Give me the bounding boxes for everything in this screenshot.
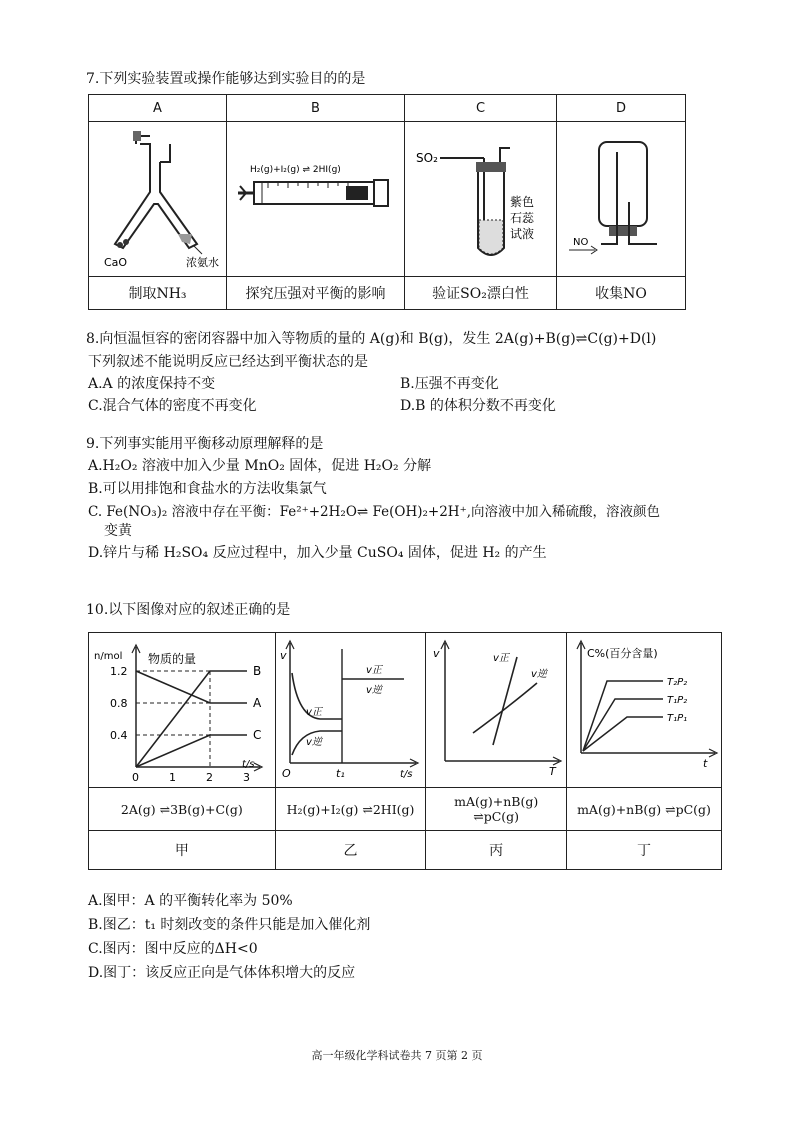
- q9-stem: 9.下列事实能用平衡移动原理解释的是: [86, 436, 324, 452]
- q7-apparatus-table: [88, 94, 686, 310]
- q8-stem-1: 8.向恒温恒容的密闭容器中加入等物质的量的 A(g)和 B(g)，发生 2A(g)+B(g)⇌C(g)+D(l): [86, 331, 657, 347]
- q10-graph-table: [88, 632, 722, 870]
- q10-label-yi: 乙: [275, 831, 426, 870]
- jia-xtick-label: 1: [168, 771, 176, 783]
- ding-curve-3: [583, 717, 663, 751]
- q10-equation-ding: mA(g)+nB(g) ⇌pC(g): [567, 788, 722, 831]
- c-liquid-label-2: 石蕊: [509, 211, 534, 225]
- jia-xlabel: t/s: [241, 759, 255, 770]
- q10-equation-jia: 2A(g) ⇌3B(g)+C(g): [89, 788, 276, 831]
- q10-label-bing: 丙: [426, 831, 567, 870]
- q8-option-c: C.混合气体的密度不再变化: [88, 398, 257, 414]
- q7-header-c: C: [405, 95, 557, 122]
- yi-origin: O: [282, 767, 292, 780]
- jia-ytick-label: 0.8: [109, 697, 128, 710]
- graph-yi: [275, 633, 426, 788]
- graph-bing-chart: [427, 633, 565, 783]
- bing-ylabel: v: [433, 647, 440, 660]
- q9-option-c-cont: 变黄: [104, 523, 132, 539]
- syringe-icon: [228, 122, 404, 272]
- q10-equation-bing-line2: ⇌pC(g): [473, 809, 520, 824]
- graph-jia-chart: [90, 633, 274, 783]
- q7-header-b: B: [227, 95, 405, 122]
- q8-option-b: B.压强不再变化: [400, 376, 499, 392]
- graph-ding: [567, 633, 722, 788]
- yi-lower-label-1: v正: [306, 707, 323, 718]
- q10-label-ding: 丁: [567, 831, 722, 870]
- b-equation: H₂(g)+I₂(g) ⇌ 2HI(g): [249, 165, 341, 175]
- q7-stem: 7.下列实验装置或操作能够达到实验目的的是: [86, 71, 366, 87]
- jia-title: 物质的量: [147, 652, 196, 666]
- y-tube-icon: [90, 122, 226, 272]
- yi-ylabel: v: [280, 649, 287, 662]
- q7-header-a: A: [89, 95, 227, 122]
- apparatus-c: [405, 122, 557, 277]
- apparatus-d: [557, 122, 686, 277]
- q10-label-jia: 甲: [89, 831, 276, 870]
- ding-curve-label-2: T₁P₂: [667, 695, 688, 706]
- ding-curve-1: [583, 681, 663, 751]
- ding-curve-label-3: T₁P₁: [667, 713, 688, 724]
- q10-option-a: A.图甲：A 的平衡转化率为 50%: [88, 893, 293, 909]
- yi-lower-label-2: v逆: [306, 737, 323, 748]
- q7-caption-a: 制取NH₃: [89, 277, 227, 310]
- ding-curve-2: [583, 699, 663, 751]
- bing-vreverse-curve: [473, 683, 537, 733]
- q7-caption-c: 验证SO₂漂白性: [405, 277, 557, 310]
- q10-option-b: B.图乙：t₁ 时刻改变的条件只能是加入催化剂: [88, 917, 371, 933]
- q10-option-d: D.图丁：该反应正向是气体体积增大的反应: [88, 965, 356, 981]
- ding-ylabel: C%(百分含量): [587, 647, 658, 660]
- jia-ylabel: n/mol: [93, 651, 123, 662]
- q7-caption-b: 探究压强对平衡的影响: [227, 277, 405, 310]
- jia-xtick-label: 2: [205, 771, 213, 783]
- a-right-label: 浓氨水: [185, 256, 219, 269]
- q8-option-a: A.A 的浓度保持不变: [88, 376, 216, 392]
- test-tube-icon: [406, 122, 556, 272]
- q10-option-c: C.图丙：图中反应的ΔH<0: [88, 941, 258, 957]
- graph-bing: [426, 633, 567, 788]
- ding-xlabel: t: [703, 757, 708, 770]
- q9-option-a: A.H₂O₂ 溶液中加入少量 MnO₂ 固体，促进 H₂O₂ 分解: [88, 458, 432, 474]
- bing-xlabel: T: [549, 765, 556, 778]
- jia-series-label: B: [252, 664, 262, 678]
- jia-xtick-label: 3: [242, 771, 250, 783]
- jia-ytick-label: 1.2: [109, 665, 128, 678]
- bing-label-1: v正: [493, 653, 510, 664]
- yi-xlabel: t/s: [400, 769, 413, 780]
- bing-label-2: v逆: [531, 669, 548, 680]
- q8-option-d: D.B 的体积分数不再变化: [400, 398, 556, 414]
- apparatus-a: [89, 122, 227, 277]
- q10-equation-yi: H₂(g)+I₂(g) ⇌2HI(g): [275, 788, 426, 831]
- jia-series-label: C: [252, 728, 262, 742]
- graph-ding-chart: [567, 633, 721, 783]
- q10-equation-bing-line1: mA(g)+nB(g): [454, 794, 539, 809]
- bing-vforward-curve: [493, 657, 517, 745]
- jia-series-A: [136, 671, 247, 703]
- d-gas-label: NO: [573, 237, 589, 248]
- jia-series-B: [136, 671, 247, 767]
- graph-jia: [89, 633, 276, 788]
- c-liquid-label-1: 紫色: [509, 195, 534, 209]
- yi-upper-label-2: v逆: [366, 685, 383, 696]
- page-footer: 高一年级化学科试卷共 7 页第 2 页: [311, 1049, 483, 1062]
- q7-caption-d: 收集NO: [557, 277, 686, 310]
- q10-stem: 10.以下图像对应的叙述正确的是: [86, 602, 291, 618]
- c-liquid-label-3: 试液: [509, 227, 534, 241]
- graph-yi-chart: [276, 633, 424, 783]
- jia-xtick-label: 0: [131, 771, 139, 783]
- apparatus-b: [227, 122, 405, 277]
- jia-series-label: A: [252, 696, 262, 710]
- ding-curve-label-1: T₂P₂: [667, 677, 688, 688]
- jia-series-C: [136, 735, 247, 767]
- q8-stem-2: 下列叙述不能说明反应已经达到平衡状态的是: [88, 354, 368, 370]
- q10-equation-bing: [426, 788, 567, 831]
- jia-ytick-label: 0.4: [109, 729, 128, 742]
- q9-option-b: B.可以用排饱和食盐水的方法收集氯气: [88, 481, 327, 497]
- a-left-label: CaO: [103, 256, 127, 269]
- yi-upper-label-1: v正: [366, 665, 383, 676]
- q9-option-d: D.锌片与稀 H₂SO₄ 反应过程中，加入少量 CuSO₄ 固体，促进 H₂ 的产生: [88, 545, 547, 561]
- gas-bottle-icon: [557, 122, 685, 272]
- q7-header-d: D: [557, 95, 686, 122]
- q9-option-c: C. Fe(NO₃)₂ 溶液中存在平衡：Fe²⁺+2H₂O⇌ Fe(OH)₂+2H⁺,向溶液中加入稀硫酸，溶液颜色: [88, 504, 660, 520]
- c-gas-label: SO₂: [415, 151, 438, 165]
- yi-tick-t1: t₁: [336, 767, 346, 780]
